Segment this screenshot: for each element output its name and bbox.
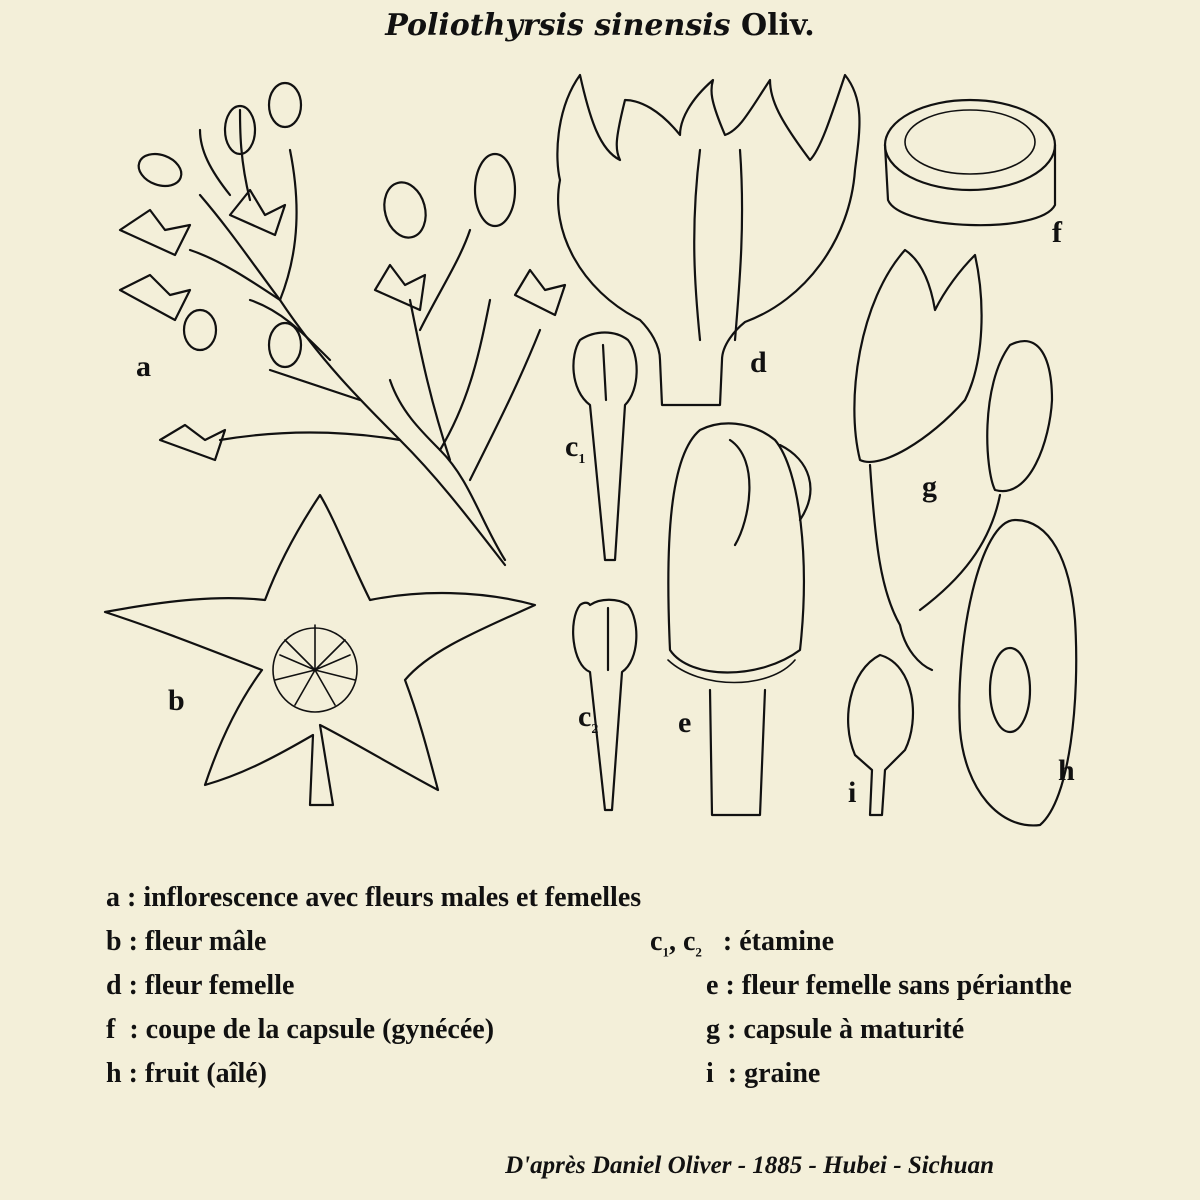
legend-sep: :: [128, 926, 138, 957]
legend-key-c1: c: [650, 926, 663, 957]
legend-text: fleur femelle sans périanthe: [741, 970, 1072, 1001]
legend-sep: :: [128, 970, 138, 1001]
label-c1-base: c: [565, 430, 579, 463]
legend-sep: :: [129, 1014, 139, 1045]
legend-text: étamine: [739, 926, 835, 957]
label-g: g: [922, 470, 937, 503]
legend-sep: :: [128, 1058, 138, 1089]
drawing-e-female-flower-no-perianth: [668, 423, 810, 815]
label-h: h: [1058, 754, 1075, 787]
legend-sep: :: [127, 882, 137, 913]
legend-key-c1-sub: 1: [662, 944, 669, 960]
label-e: e: [678, 706, 692, 739]
label-b: b: [168, 684, 185, 717]
credit-line: D'après Daniel Oliver - 1885 - Hubei - Sichuan: [505, 1152, 994, 1179]
label-c2-sub: 2: [591, 722, 599, 737]
label-i: i: [848, 776, 857, 809]
legend-text: coupe de la capsule (gynécée): [145, 1014, 495, 1045]
legend-sep: :: [727, 1058, 738, 1089]
legend-key: b: [106, 926, 122, 957]
drawing-c-stamens: [573, 333, 637, 811]
species-name: Poliothyrsis sinensis: [385, 8, 731, 43]
label-a: a: [136, 350, 151, 383]
species-author: Oliv.: [740, 8, 815, 43]
legend-item-i: [706, 1060, 820, 1088]
legend-text: fruit (aîlé): [144, 1058, 267, 1089]
legend-text: capsule à maturité: [743, 1014, 965, 1045]
drawing-g-mature-capsule: [854, 250, 1052, 670]
legend-key: e: [706, 970, 719, 1001]
legend-item-e: [706, 972, 1072, 1000]
legend-sep: :: [727, 1014, 737, 1045]
legend-item-a: [106, 884, 641, 912]
drawing-i-seed: [848, 655, 913, 815]
legend-item-g: [706, 1016, 964, 1044]
legend-key-c2-sub: 2: [695, 944, 702, 960]
drawing-f-capsule-section: [885, 100, 1055, 225]
legend-text: fleur femelle: [144, 970, 295, 1001]
legend-comma: ,: [668, 926, 676, 957]
label-c2-base: c: [578, 700, 592, 733]
legend-key-c2: c: [682, 926, 696, 957]
label-c1: [565, 432, 585, 467]
legend-item-h: [106, 1060, 267, 1088]
legend-key: a: [106, 882, 120, 913]
legend-key: f: [106, 1014, 116, 1045]
legend-item-c: [650, 928, 834, 959]
drawing-a-inflorescence: [120, 83, 565, 565]
legend-item-f: [106, 1016, 494, 1044]
legend-item-d: [106, 972, 294, 1000]
legend-key: i: [706, 1058, 714, 1089]
legend-text: inflorescence avec fleurs males et femelles: [143, 882, 642, 913]
legend-text: fleur mâle: [144, 926, 267, 957]
legend-key: h: [106, 1058, 122, 1089]
legend-sep: :: [722, 926, 733, 957]
drawing-b-male-flower: [105, 495, 535, 805]
legend-item-b: [106, 928, 266, 956]
legend-sep: :: [725, 970, 735, 1001]
label-f: f: [1052, 216, 1062, 249]
legend-key: g: [706, 1014, 720, 1045]
label-c1-sub: 1: [578, 452, 586, 467]
label-c2: [578, 702, 598, 737]
label-d: d: [750, 346, 767, 379]
legend-key: d: [106, 970, 122, 1001]
legend-text: graine: [744, 1058, 821, 1089]
